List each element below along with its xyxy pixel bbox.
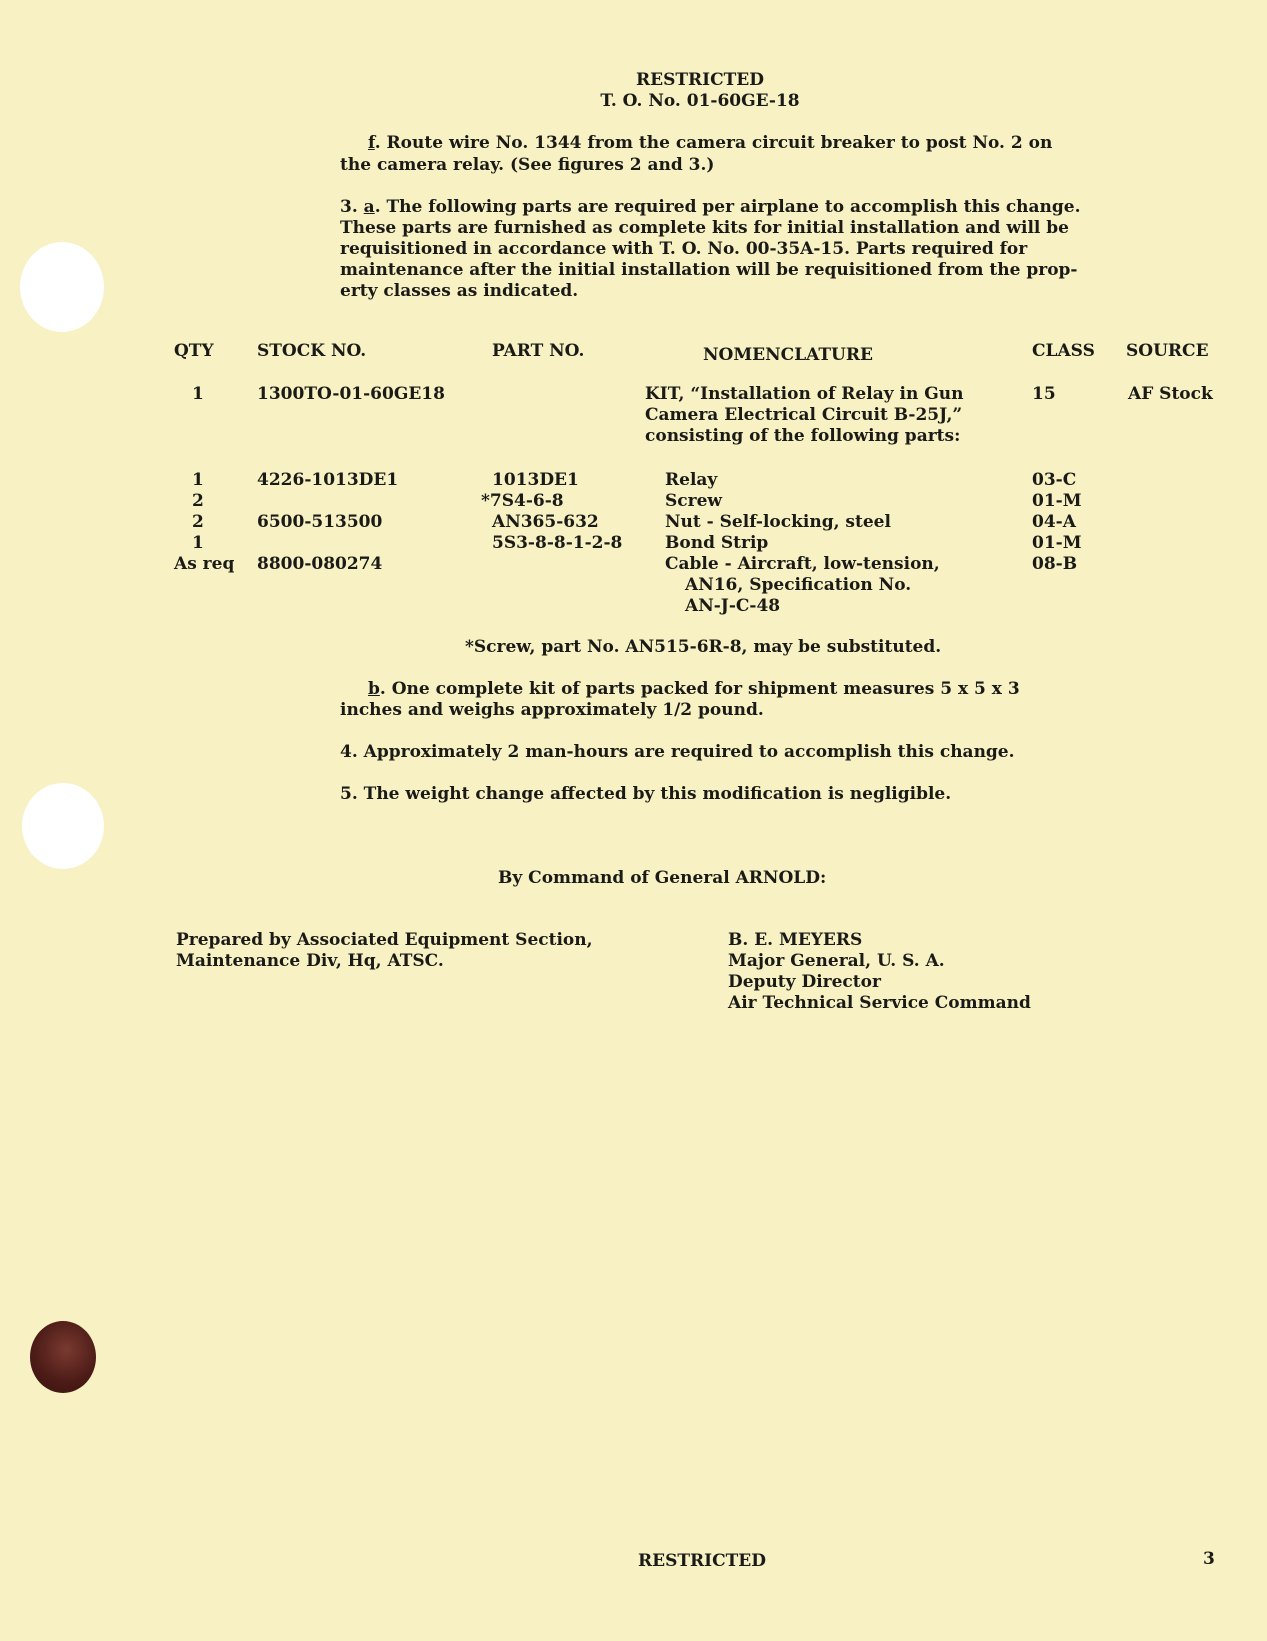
command-line: By Command of General ARNOLD:	[498, 868, 827, 888]
row-class: 03-C	[1032, 470, 1077, 490]
row-nomenclature: Relay	[665, 470, 718, 490]
row-qty: 1	[192, 470, 204, 490]
signature-name: B. E. MEYERS	[728, 930, 863, 950]
row-part: 1013DE1	[492, 470, 579, 490]
signature-org: Air Technical Service Command	[728, 993, 1031, 1013]
col-header-qty: QTY	[174, 341, 214, 361]
punch-hole-top	[20, 242, 104, 332]
para-3a-line1: 3. a. The following parts are required per airplane to accomplish this change.	[340, 197, 1081, 217]
para-3a-line4: maintenance after the initial installation will be requisitioned from the prop-	[340, 260, 1078, 280]
kit-class: 15	[1032, 384, 1056, 404]
para-f-line1: f. Route wire No. 1344 from the camera circuit breaker to post No. 2 on	[368, 133, 1053, 153]
header-to-number: T. O. No. 01-60GE-18	[600, 91, 800, 111]
row-qty: As req	[174, 554, 235, 574]
kit-qty: 1	[192, 384, 204, 404]
para-f-marker: f	[368, 133, 375, 153]
prepared-line2: Maintenance Div, Hq, ATSC.	[176, 951, 444, 971]
row-part: *7S4-6-8	[481, 491, 564, 511]
col-header-stock: STOCK NO.	[257, 341, 367, 361]
para-3a-line3: requisitioned in accordance with T. O. No. 00-35A-15. Parts required for	[340, 239, 1028, 259]
punch-hole-middle	[22, 783, 104, 869]
para-3a-marker: a	[363, 197, 375, 217]
table-footnote: *Screw, part No. AN515-6R-8, may be substituted.	[465, 637, 942, 657]
row-qty: 2	[192, 491, 204, 511]
para-b-line1: b. One complete kit of parts packed for shipment measures 5 x 5 x 3	[368, 679, 1020, 699]
para-3a-line2: These parts are furnished as complete kits for initial installation and will be	[340, 218, 1069, 238]
row-stock: 6500-513500	[257, 512, 383, 532]
row-qty: 2	[192, 512, 204, 532]
row-stock: 4226-1013DE1	[257, 470, 399, 490]
cable-nomenclature-cont-2: AN-J-C-48	[685, 596, 781, 616]
punch-hole-bottom	[30, 1321, 96, 1393]
footer-classification: RESTRICTED	[638, 1551, 766, 1571]
para-b-marker: b	[368, 679, 380, 699]
para-b-line2: inches and weighs approximately 1/2 pound.	[340, 700, 764, 720]
kit-nomenclature-2: Camera Electrical Circuit B-25J,”	[645, 405, 963, 425]
col-header-class: CLASS	[1032, 341, 1095, 361]
col-header-nomenclature: NOMENCLATURE	[703, 345, 873, 365]
row-part: AN365-632	[492, 512, 599, 532]
page-number: 3	[1203, 1549, 1215, 1569]
row-nomenclature: Bond Strip	[665, 533, 769, 553]
row-class: 01-M	[1032, 533, 1082, 553]
row-class: 04-A	[1032, 512, 1076, 532]
row-nomenclature: Cable - Aircraft, low-tension,	[665, 554, 940, 574]
row-class: 08-B	[1032, 554, 1078, 574]
row-nomenclature: Screw	[665, 491, 723, 511]
kit-stock: 1300TO-01-60GE18	[257, 384, 445, 404]
col-header-part: PART NO.	[492, 341, 585, 361]
row-part: 5S3-8-8-1-2-8	[492, 533, 623, 553]
para-3a-line5: erty classes as indicated.	[340, 281, 579, 301]
kit-source: AF Stock	[1128, 384, 1213, 404]
kit-nomenclature-3: consisting of the following parts:	[645, 426, 961, 446]
para-f-line2: the camera relay. (See figures 2 and 3.)	[340, 155, 715, 175]
signature-rank: Major General, U. S. A.	[728, 951, 945, 971]
row-nomenclature: Nut - Self-locking, steel	[665, 512, 891, 532]
para-5: 5. The weight change affected by this modification is negligible.	[340, 784, 952, 804]
row-qty: 1	[192, 533, 204, 553]
header-classification: RESTRICTED	[636, 70, 764, 90]
prepared-line1: Prepared by Associated Equipment Section,	[176, 930, 593, 950]
cable-nomenclature-cont-1: AN16, Specification No.	[685, 575, 912, 595]
kit-nomenclature-1: KIT, “Installation of Relay in Gun	[645, 384, 964, 404]
row-stock: 8800-080274	[257, 554, 383, 574]
row-class: 01-M	[1032, 491, 1082, 511]
signature-title: Deputy Director	[728, 972, 881, 992]
col-header-source: SOURCE	[1126, 341, 1209, 361]
para-4: 4. Approximately 2 man-hours are required to accomplish this change.	[340, 742, 1015, 762]
